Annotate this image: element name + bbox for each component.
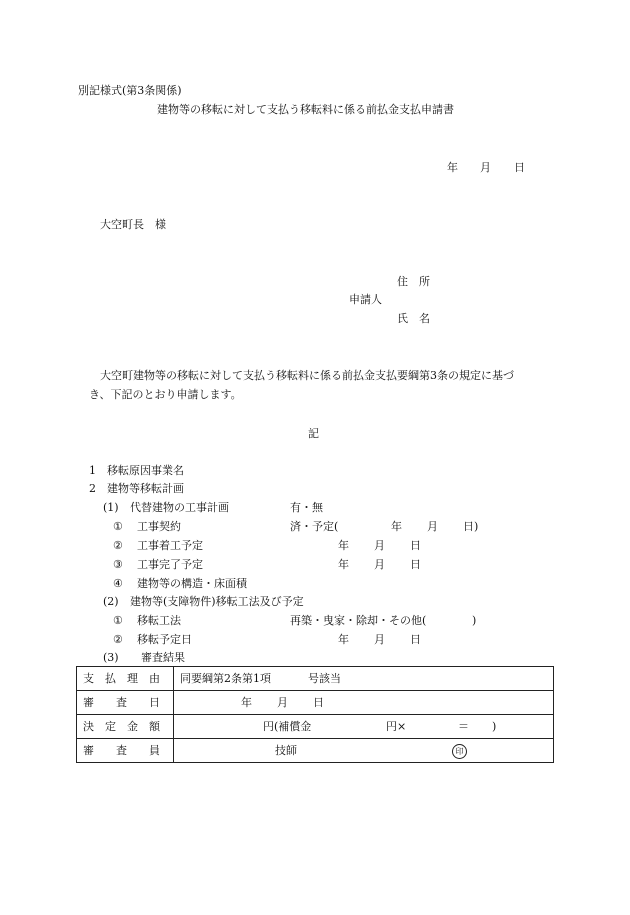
sub3-number: (3): [103, 651, 119, 664]
date-month-label: 月: [480, 161, 491, 174]
item2-label: 建物等移転計画: [107, 482, 184, 495]
document-title: 建物等の移転に対して支払う移転料に係る前払金支払申請書: [157, 103, 454, 116]
sub2-1-label: 移転工法: [137, 614, 181, 627]
reviewer-title: 技師: [275, 744, 297, 757]
decided-amount-equals: ＝: [458, 720, 469, 733]
review-date-month: 月: [277, 696, 288, 709]
sub2-2-day: 日: [410, 633, 421, 646]
sub1-2-number: ②: [113, 539, 123, 552]
addressee: 大空町長 様: [100, 218, 166, 231]
payment-reason-suffix: 号該当: [308, 672, 341, 685]
table-cell-label: [77, 715, 174, 739]
sub1-1-number: ①: [113, 520, 123, 533]
sub2-2-number: ②: [113, 633, 123, 646]
item1-label: 移転原因事業名: [107, 464, 184, 477]
sub1-1-label: 工事契約: [137, 520, 181, 533]
item2-number: 2: [89, 482, 96, 495]
sub1-2-year: 年: [338, 539, 349, 552]
sub1-3-month: 月: [374, 558, 385, 571]
sub1-4-label: 建物等の構造・床面積: [137, 577, 247, 590]
sub1-2-month: 月: [374, 539, 385, 552]
decided-amount-label: 決 定 金 額: [83, 720, 160, 733]
decided-amount-compensation: 円(補償金: [263, 720, 312, 733]
review-date-label: 審 査 日: [83, 696, 160, 709]
applicant-label: 申請人: [349, 293, 382, 306]
sub1-3-label: 工事完了予定: [137, 558, 203, 571]
ki-heading: 記: [308, 427, 319, 440]
body-line-1: 大空町建物等の移転に対して支払う移転料に係る前払金支払要綱第3条の規定に基づ: [100, 369, 514, 382]
sub1-1-day: 日): [463, 520, 479, 533]
sub1-1-year: 年: [391, 520, 402, 533]
table-cell-value: [174, 667, 554, 691]
table-row: [77, 739, 554, 763]
sub2-2-label: 移転予定日: [137, 633, 192, 646]
table-row: [77, 691, 554, 715]
date-day-label: 日: [514, 161, 525, 174]
sub2-number: (2): [103, 595, 119, 608]
sub1-2-label: 工事着工予定: [137, 539, 203, 552]
sub1-3-day: 日: [410, 558, 421, 571]
payment-reason-clause: 同要綱第2条第1項: [180, 672, 271, 685]
item1-number: 1: [89, 464, 96, 477]
applicant-name-label: 氏 名: [397, 312, 430, 325]
sub3-label: 審査結果: [141, 651, 185, 664]
table-row: [77, 715, 554, 739]
table-cell-value: [174, 715, 554, 739]
table-cell-label: [77, 691, 174, 715]
reviewer-label: 審 査 員: [83, 744, 160, 757]
sub1-2-day: 日: [410, 539, 421, 552]
date-year-label: 年: [447, 161, 458, 174]
sub1-value: 有・無: [290, 501, 323, 514]
payment-reason-label: 支 払 理 由: [83, 672, 160, 685]
decided-amount-multiplier: 円×: [386, 720, 407, 733]
table-row: [77, 667, 554, 691]
seal-stamp-icon: 印: [452, 744, 467, 759]
sub1-3-number: ③: [113, 558, 123, 571]
sub1-1-month: 月: [427, 520, 438, 533]
sub1-3-year: 年: [338, 558, 349, 571]
sub1-label: 代替建物の工事計画: [130, 501, 229, 514]
table-cell-label: [77, 667, 174, 691]
sub2-2-month: 月: [374, 633, 385, 646]
sub2-1-close: ): [472, 614, 477, 627]
sub2-label: 建物等(支障物件)移転工法及び予定: [130, 595, 304, 608]
decided-amount-close: ): [492, 720, 497, 733]
applicant-address-label: 住 所: [397, 275, 430, 288]
table-cell-label: [77, 739, 174, 763]
table-cell-value: [174, 739, 554, 763]
review-date-year: 年: [241, 696, 252, 709]
sub2-1-value: 再築・曳家・除却・その他(: [290, 614, 427, 627]
review-table: [76, 666, 554, 763]
body-line-2: き、下記のとおり申請します。: [89, 388, 242, 401]
sub2-2-year: 年: [338, 633, 349, 646]
sub1-1-value: 済・予定(: [290, 520, 339, 533]
sub2-1-number: ①: [113, 614, 123, 627]
table-cell-value: [174, 691, 554, 715]
sub1-4-number: ④: [113, 577, 123, 590]
form-label: 別記様式(第3条関係): [78, 84, 182, 97]
sub1-number: (1): [103, 501, 119, 514]
review-date-day: 日: [313, 696, 324, 709]
